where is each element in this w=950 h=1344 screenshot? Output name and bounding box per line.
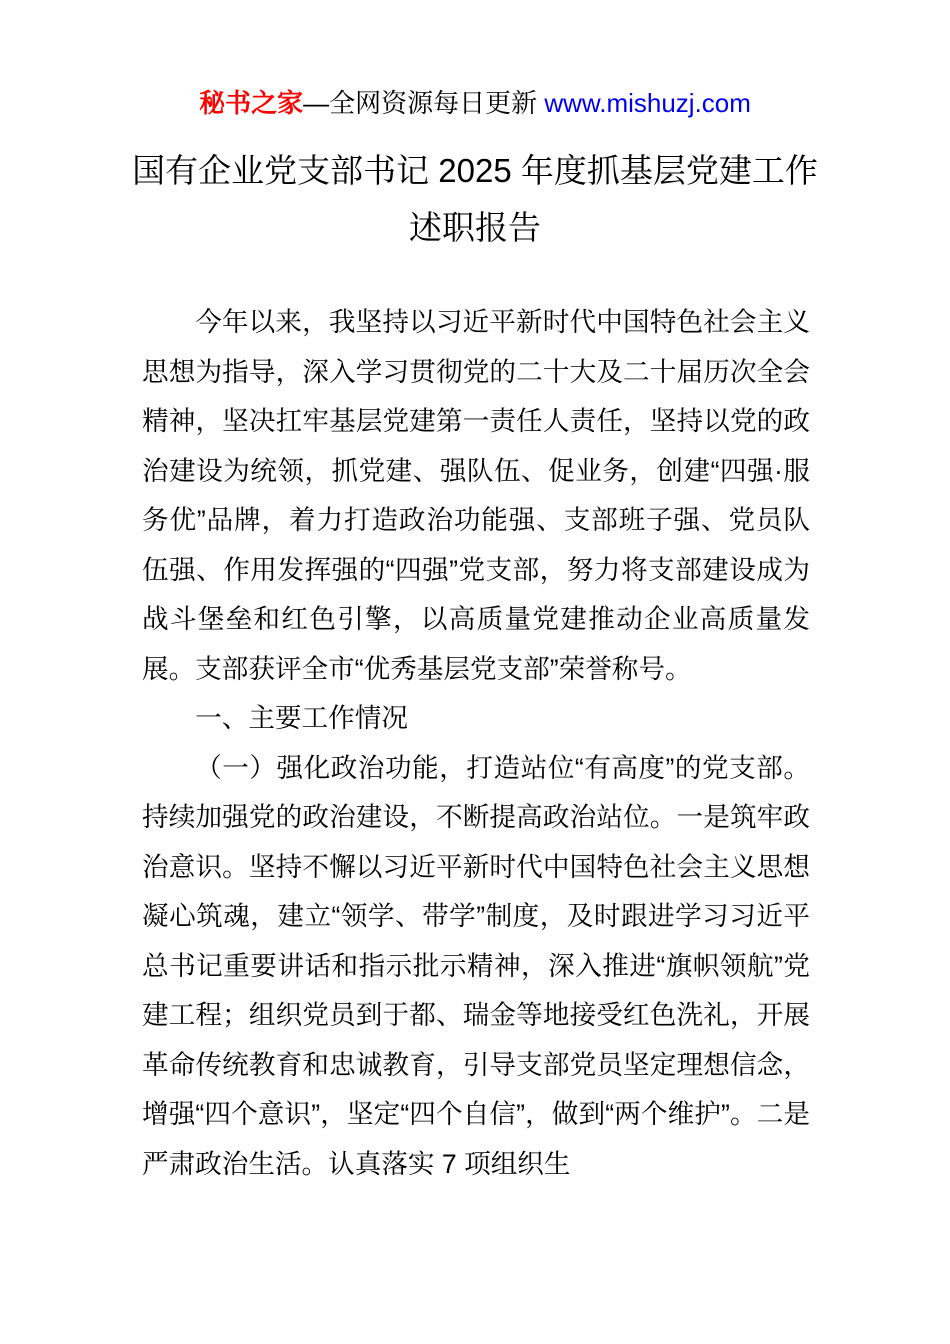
paragraph-intro: 今年以来，我坚持以习近平新时代中国特色社会主义思想为指导，深入学习贯彻党的二十大及二十届历次全会精神，坚决扛牢基层党建第一责任人责任，坚持以党的政治建设为统领，抓党建、强队伍、促业务，创建“四强·服务优”品牌，着力打造政治功能强、支部班子强、党员队伍强、作用发挥强的“四强”党支部，努力将支部建设成为战斗堡垒和红色引擎，以高质量党建推动企业高质量发展。支部获评全市“优秀基层党支部”荣誉称号。 xyxy=(142,307,810,684)
site-tagline: —全网资源每日更新 xyxy=(303,88,545,118)
section-heading-main-work: 一、主要工作情况 xyxy=(195,703,408,733)
document-body xyxy=(142,298,810,1189)
site-brand: 秘书之家 xyxy=(199,88,304,118)
site-url-link[interactable]: www.mishuzj.com xyxy=(544,88,751,118)
document-title: 国有企业党支部书记 2025 年度抓基层党建工作述职报告 xyxy=(132,152,818,246)
paragraph-section-one: （一）强化政治功能，打造站位“有高度”的党支部。持续加强党的政治建设，不断提高政治站位。一是筑牢政治意识。坚持不懈以习近平新时代中国特色社会主义思想凝心筑魂，建立“领学、带学”制度，及时跟进学习习近平总书记重要讲话和指示批示精神，深入推进“旗帜领航”党建工程；组织党员到于都、瑞金等地接受红色洗礼，开展革命传统教育和忠诚教育，引导支部党员坚定理想信念，增强“四个意识”，坚定“四个自信”，做到“两个维护”。二是严肃政治生活。认真落实 7 项组织生 xyxy=(142,752,810,1179)
site-header xyxy=(0,86,950,120)
